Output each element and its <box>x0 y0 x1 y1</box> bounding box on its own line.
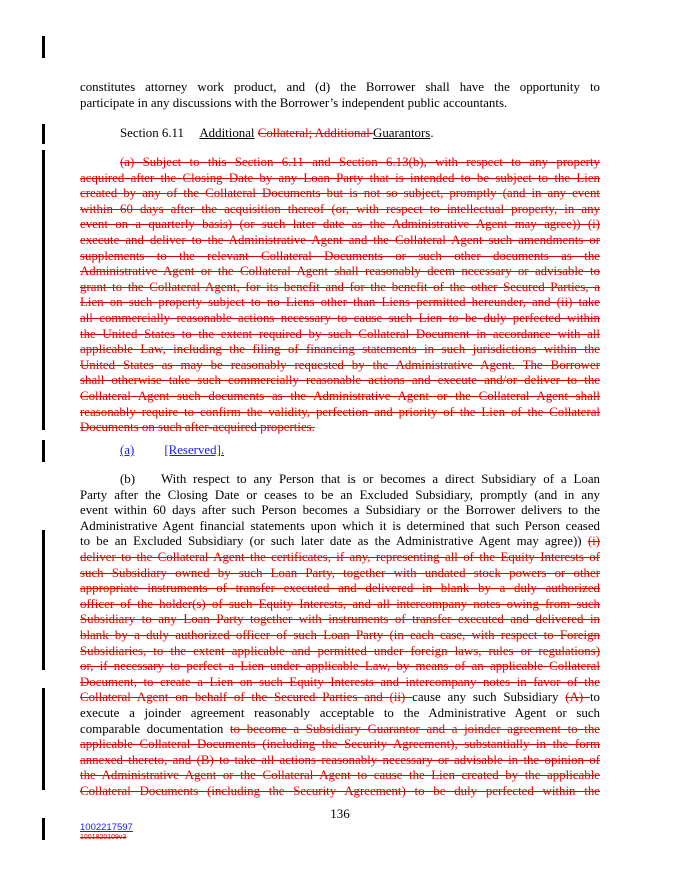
deleted-line: officer of the holder(s) of such Equity Interests, and all intercompany notes owing from such <box>80 596 600 611</box>
deleted-line: deliver to the Collateral Agent the certificates, if any, representing all of the Equity Interests of <box>80 549 600 564</box>
paragraph-b <box>80 472 600 799</box>
change-bar <box>42 688 45 790</box>
change-bar <box>42 530 45 670</box>
page-number: 136 <box>330 806 350 821</box>
text-line: Documents on such after-acquired properties. <box>80 420 315 435</box>
deleted-text: (A) <box>565 690 590 705</box>
deleted-text: (i) <box>587 534 600 549</box>
deleted-text: Collateral Agent on behalf of the Secured Parties and (ii) <box>80 690 413 705</box>
text-line: Party after the Closing Date or ceases to be an Excluded Subsidiary, promptly (and in any <box>80 487 600 502</box>
text-line: reasonably require to confirm the validity, perfection and priority of the Lien of the Collateral <box>80 404 600 419</box>
text-line: Lien on such property subject to no Liens other than Liens permitted hereunder, and (ii) take <box>80 295 600 310</box>
text-line: to be an Excluded Subsidiary (or such later date as the Administrative Agent may agree)) <box>80 534 588 549</box>
text-line: constitutes attorney work product, and (d) the Borrower shall have the opportunity to <box>80 80 600 94</box>
text-line: all commercially reasonable actions necessary to cause such Lien to be duly perfected within <box>80 310 600 325</box>
change-bar <box>42 36 45 58</box>
paragraph-b-label: (b) <box>120 472 136 486</box>
change-bar <box>42 440 45 462</box>
text-line: created by any of the Collateral Documents but is not so subject, promptly (and in any event <box>80 186 600 201</box>
deleted-text: to become a Subsidiary Guarantor and a joinder agreement to the <box>230 721 600 736</box>
text-line: comparable documentation <box>80 721 231 736</box>
deleted-line: Document, to create a Lien on such Equity Interests and intercompany notes in favor of the <box>80 674 600 689</box>
text-line: (a) Subject to this Section 6.11 and Section 6.13(b), with respect to any property <box>120 155 600 169</box>
deleted-line: Subsidiary to any Loan Party together with instruments of transfer executed and delivered in <box>80 612 600 627</box>
section-number: Section 6.11 <box>120 126 184 140</box>
change-bar <box>42 150 45 430</box>
deleted-line: blank by a duly authorized officer of such Loan Party (in each case, with respect to Foreign <box>80 627 600 642</box>
text-line: within 60 days after the acquisition thereof (or, with respect to intellectual property, in any <box>80 201 600 216</box>
text-line: event on a quarterly basis) (or such later date as the Administrative Agent may agree)) (i) <box>80 217 600 232</box>
deleted-line: applicable Collateral Documents (including the Security Agreement), substantially in the form <box>80 737 600 752</box>
deleted-line: such Subsidiary owned by such Loan Party, together with undated stock powers or other <box>80 565 600 580</box>
reserved-label: (a) <box>120 443 135 457</box>
text-line: acquired after the Closing Date by any Loan Party that is intended to be subject to the Lien <box>80 170 600 185</box>
text-line: shall otherwise take such commercially reasonable actions and execute and/or deliver to the <box>80 373 600 388</box>
intro-paragraph <box>80 80 600 111</box>
text-line: the United States to the extent required by such Collateral Document in accordance with all <box>80 326 600 341</box>
deleted-line: appropriate instruments of transfer executed and delivered in blank by a duly authorized <box>80 581 600 596</box>
text-line: cause any such Subsidiary <box>412 690 566 705</box>
text-line: supplements to the relevant Collateral Documents or such other documents as the <box>80 248 600 263</box>
text-line: event within 60 days after such Person becomes a Subsidiary or the Borrower delivers to the <box>80 503 600 518</box>
section-title-deleted: Collateral; Additional <box>257 126 374 140</box>
section-heading <box>80 126 600 142</box>
reserved-text: [Reserved]. <box>164 443 225 457</box>
doc-id-old: 1001820109v3 <box>80 834 127 841</box>
section-title-kept: Additional <box>199 126 255 140</box>
text-line: Administrative Agent financial statements upon which it is determined that such Person ceased <box>80 518 600 533</box>
deleted-line: annexed thereto, and (B) to take all actions reasonably necessary or advisable in the opinion of <box>80 752 600 767</box>
text-line: grant to the Collateral Agent, for its benefit and for the benefit of the other Secured Parties, a <box>80 279 600 294</box>
text-line: United States as may be reasonably requested by the Administrative Agent. The Borrower <box>80 357 600 372</box>
reserved-paragraph <box>80 443 600 459</box>
doc-id-new: 1002217597 <box>80 822 133 833</box>
text-line: execute and deliver to the Administrative Agent and the Collateral Agent such amendments or <box>80 232 600 247</box>
section-title-period: . <box>430 126 434 140</box>
change-bar <box>42 124 45 144</box>
text-line: Collateral Agent such documents as the Administrative Agent or the Collateral Agent shall <box>80 388 600 403</box>
text-line: participate in any discussions with the Borrower’s independent public accountants. <box>80 95 508 110</box>
text-line: applicable Law, including the filing of financing statements in such jurisdictions within the <box>80 342 600 357</box>
deleted-line: the Administrative Agent or the Collateral Agent to cause the Lien created by the applicable <box>80 768 600 783</box>
deleted-paragraph-a <box>80 155 600 436</box>
text-line: to <box>589 690 600 705</box>
deleted-line: Collateral Documents (including the Security Agreement) to be duly perfected within the <box>80 783 600 798</box>
deleted-line: Subsidiaries, to the extent applicable and permitted under foreign laws, rules or regulations) <box>80 643 600 658</box>
deleted-line: or, if necessary to perfect a Lien under applicable Law, by means of an applicable Collateral <box>80 659 600 674</box>
text-line: With respect to any Person that is or becomes a direct Subsidiary of a Loan <box>161 472 600 486</box>
text-line: Administrative Agent or the Collateral Agent shall reasonably deem necessary or advisable to <box>80 264 600 279</box>
section-title-end: Guarantors <box>373 126 431 140</box>
text-line: execute a joinder agreement reasonably acceptable to the Administrative Agent or such <box>80 705 600 720</box>
